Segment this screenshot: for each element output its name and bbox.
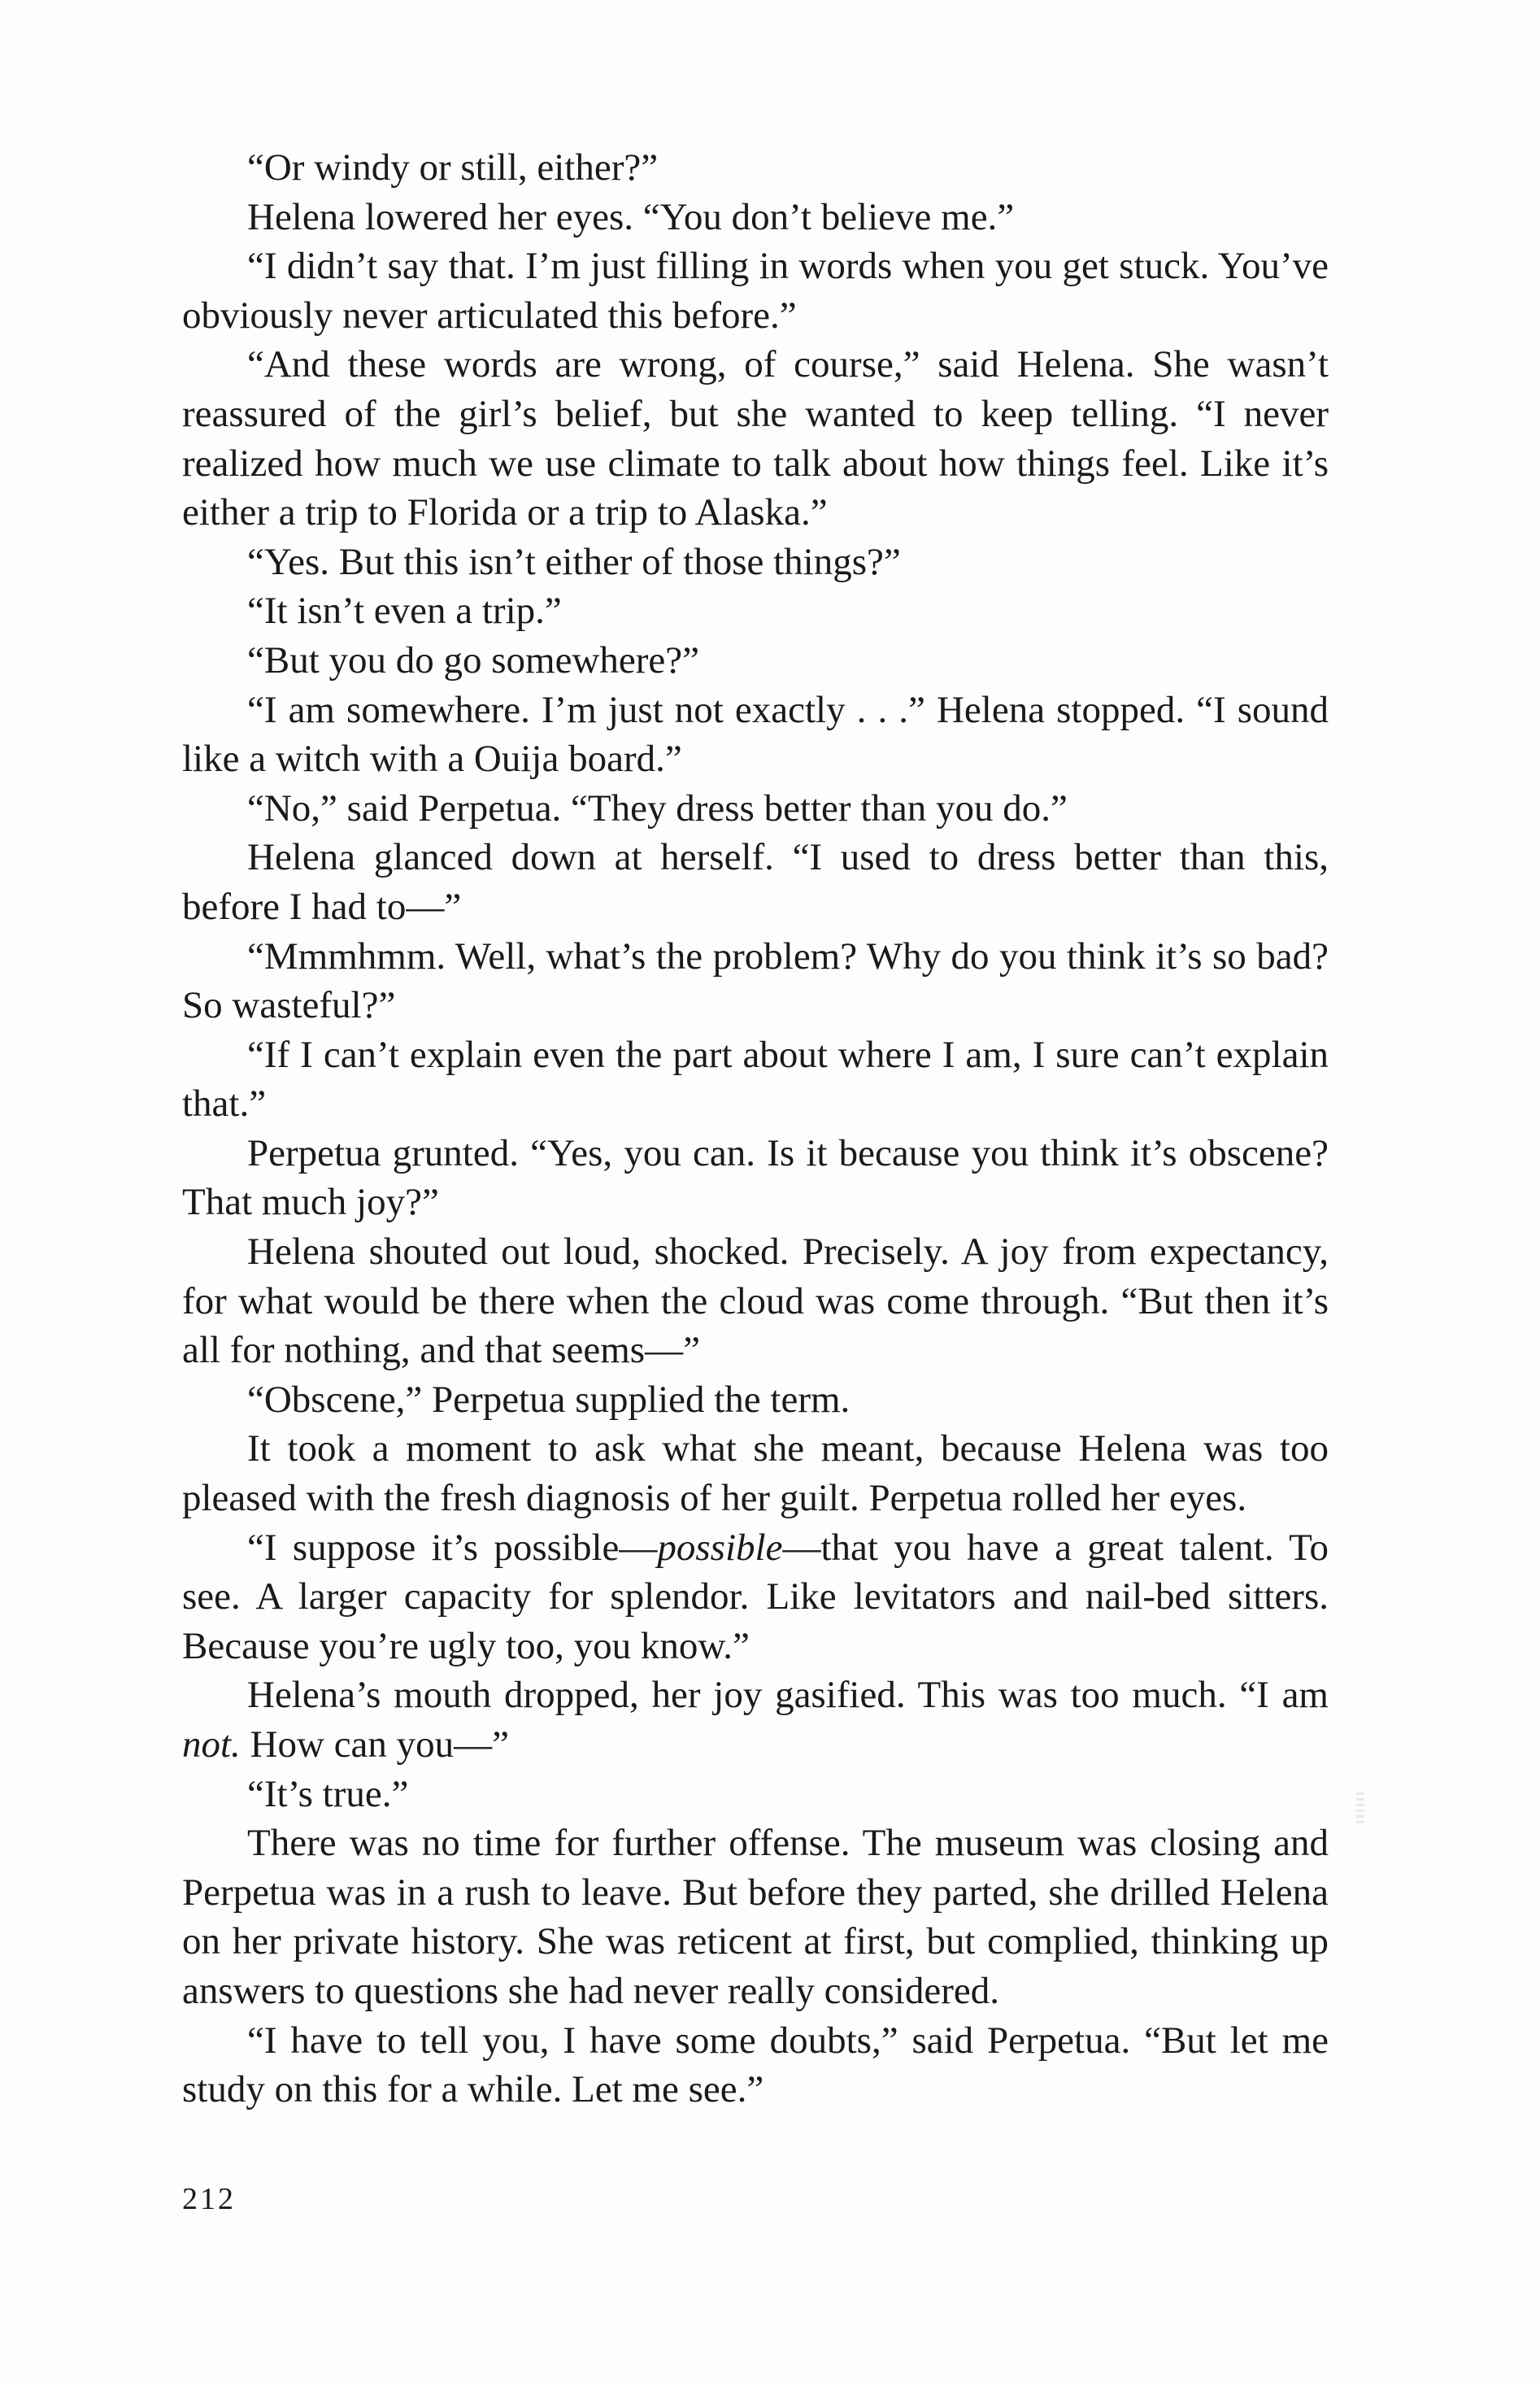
- paragraph: [182, 1523, 1329, 1671]
- paragraph: “Or windy or still, either?”: [247, 146, 659, 189]
- paragraph: “If I can’t explain even the part about where I am, I sure can’t explain that.”: [182, 1033, 1329, 1126]
- body-text: [182, 143, 1329, 2115]
- paragraph: “No,” said Perpetua. “They dress better than you do.”: [247, 786, 1068, 830]
- paragraph: “Mmmhmm. Well, what’s the problem? Why do you think it’s so bad? So wasteful?”: [182, 934, 1329, 1027]
- italic-emphasis: not.: [182, 1723, 241, 1766]
- paragraph: “I have to tell you, I have some doubts,” said Perpetua. “But let me study on this for a while. Let me see.”: [182, 2019, 1329, 2111]
- paragraph: “I am somewhere. I’m just not exactly . . .” Helena stopped. “I sound like a witch with a Ouija board.”: [182, 688, 1329, 781]
- paragraph: It took a moment to ask what she meant, because Helena was too pleased with the fresh diagnosis of her guilt. Perpetua rolled her eyes.: [182, 1427, 1329, 1520]
- paragraph: “It isn’t even a trip.”: [247, 590, 562, 633]
- paragraph: “But you do go somewhere?”: [247, 638, 700, 682]
- paragraph-text: Helena’s mouth dropped, her joy gasified. This was too much. “I am: [247, 1674, 1329, 1717]
- paragraph: “And these words are wrong, of course,” said Helena. She wasn’t reassured of the girl’s belief, but she wanted to keep telling. “I never realized how much we use climate to talk about how things feel. Like it’s either a trip to Florida or a trip to Alaska.”: [182, 343, 1329, 534]
- paragraph: “Obscene,” Perpetua supplied the term.: [247, 1378, 850, 1421]
- paragraph: Perpetua grunted. “Yes, you can. Is it because you think it’s obscene? That much joy?”: [182, 1131, 1329, 1224]
- paragraph-text: How can you—”: [240, 1723, 510, 1766]
- paragraph: [182, 1670, 1329, 1769]
- italic-emphasis: possible: [657, 1526, 783, 1569]
- page-number: 212: [182, 2182, 236, 2216]
- paragraph-text: —that you have a great talent. To see. A larger capacity for splendor. Like levitators and nail-bed sitters. Because you’re ugly too, you know.”: [182, 1526, 1329, 1667]
- paragraph: “It’s true.”: [247, 1772, 409, 1815]
- paragraph: Helena glanced down at herself. “I used to dress better than this, before I had to—”: [182, 836, 1329, 928]
- scan-speck: [1356, 1792, 1364, 1825]
- paragraph: There was no time for further offense. The museum was closing and Perpetua was in a rush to leave. But before they parted, she drilled Helena on her private history. She was reticent at first, but complied, thinking up answers to questions she had never really considered.: [182, 1822, 1329, 2012]
- paragraph: “Yes. But this isn’t either of those things?”: [247, 540, 901, 583]
- paragraph: Helena lowered her eyes. “You don’t believe me.”: [247, 195, 1015, 238]
- paragraph: Helena shouted out loud, shocked. Precisely. A joy from expectancy, for what would be there when the cloud was come through. “But then it’s all for nothing, and that seems—”: [182, 1231, 1329, 1372]
- paragraph-text: “I suppose it’s possible—: [247, 1526, 658, 1569]
- paragraph: “I didn’t say that. I’m just filling in words when you get stuck. You’ve obviously never articulated this before.”: [182, 245, 1329, 337]
